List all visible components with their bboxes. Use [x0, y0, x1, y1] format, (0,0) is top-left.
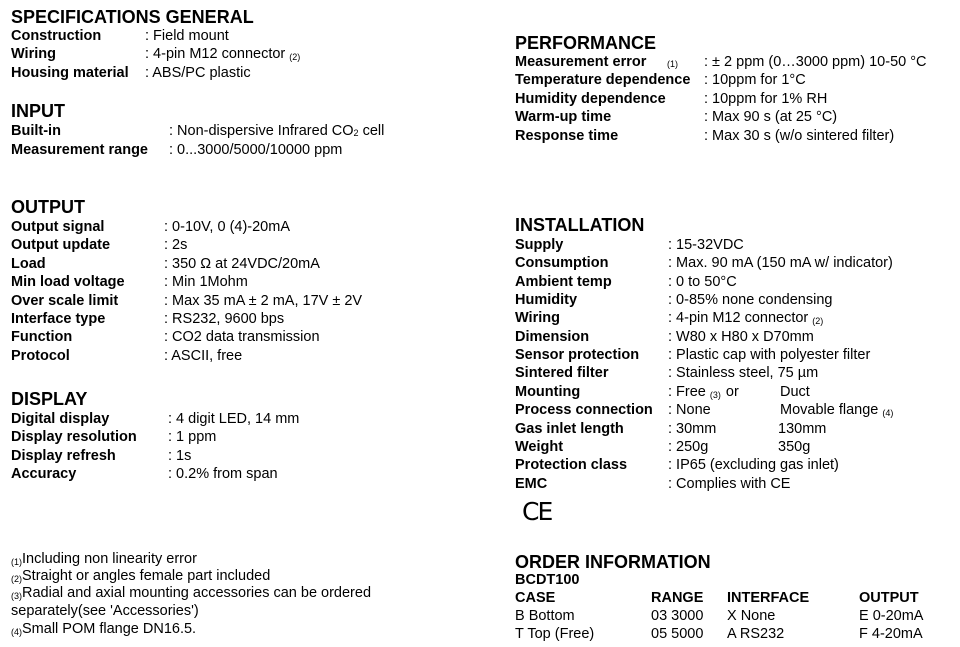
spec-label: Wiring: [515, 310, 560, 327]
spec-label: Dimension: [515, 328, 590, 345]
spec-value: [668, 420, 716, 438]
spec-row: [515, 236, 955, 254]
spec-label: Built-in: [11, 123, 61, 139]
section-title-order: ORDER INFORMATION: [515, 552, 711, 572]
spec-value-alt: [778, 438, 810, 456]
spec-label: Output signal: [11, 219, 105, 235]
section-title-display: DISPLAY: [11, 389, 88, 409]
footnote: (4)Small POM flange DN16.5.: [11, 621, 197, 637]
spec-value: [168, 410, 299, 428]
spec-value: [168, 428, 216, 446]
spec-value-text: 350g: [778, 438, 811, 455]
spec-value-text: : Min 1Mohm: [164, 274, 248, 291]
spec-row: [11, 310, 491, 328]
spec-value: [668, 364, 818, 382]
section-title-installation: INSTALLATION: [515, 215, 645, 235]
spec-value: [668, 309, 824, 328]
spec-label: Protection class: [515, 457, 628, 474]
spec-label: Interface type: [11, 311, 106, 327]
spec-row: [515, 309, 955, 327]
spec-row: [515, 254, 955, 272]
spec-row: [11, 428, 491, 446]
spec-row: [515, 90, 955, 108]
spec-label: Consumption: [515, 255, 609, 272]
spec-label: Mounting: [515, 383, 581, 400]
spec-value-text: or: [721, 383, 739, 400]
spec-value: [704, 127, 894, 145]
spec-row: [11, 218, 491, 236]
spec-label: Measurement range: [11, 142, 148, 158]
footnote-ref: (2): [812, 316, 824, 327]
spec-label: Load: [11, 255, 46, 272]
spec-label: Sintered filter: [515, 365, 609, 382]
spec-value: [668, 438, 708, 456]
spec-value: [704, 53, 927, 71]
spec-row: [11, 292, 491, 310]
spec-label: Function: [11, 329, 73, 346]
spec-value-text: : Complies with CE: [668, 475, 791, 492]
spec-value-text: : 10ppm for 1°C: [704, 72, 806, 89]
spec-row: [11, 447, 491, 465]
spec-row: [11, 236, 491, 254]
spec-value: [164, 310, 284, 328]
spec-value-text: : 0-10V, 0 (4)-20mA: [164, 219, 290, 235]
spec-label: Humidity dependence: [515, 90, 666, 107]
spec-label: Gas inlet length: [515, 420, 624, 437]
spec-value: [704, 71, 806, 89]
spec-row: [11, 64, 491, 82]
spec-value-text: : Free: [668, 383, 706, 400]
spec-value: [704, 108, 837, 126]
spec-value: [668, 456, 839, 474]
spec-label: Supply: [515, 237, 564, 253]
spec-value: [164, 292, 362, 310]
spec-label: Response time: [515, 127, 619, 144]
spec-row: [11, 273, 491, 291]
spec-value-text: : W80 x H80 x D70mm: [668, 328, 814, 345]
spec-value: [704, 90, 827, 108]
spec-label: Housing material: [11, 65, 129, 81]
order-cell: F 4-20mA: [859, 626, 923, 642]
spec-value-text: : Max 35 mA ± 2 mA, 17V ± 2V: [164, 292, 363, 309]
spec-row: [515, 53, 955, 71]
spec-row: [515, 401, 955, 419]
spec-label: Ambient temp: [515, 273, 612, 290]
spec-value: [668, 273, 737, 291]
spec-row: [515, 364, 955, 382]
spec-value: : 4-pin M12 connector: [145, 46, 286, 62]
spec-label: EMC: [515, 475, 548, 492]
footnote-ref: (4): [882, 408, 894, 419]
spec-value: [668, 401, 711, 419]
spec-label: Digital display: [11, 411, 110, 427]
order-cell: X None: [727, 608, 776, 624]
spec-value-text: : 30mm: [668, 420, 717, 437]
spec-value: [668, 291, 832, 309]
footnote-ref: (2): [289, 52, 301, 62]
spec-row: [11, 141, 491, 159]
spec-value-text: : Stainless steel, 75 µm: [668, 365, 819, 382]
spec-row: [515, 438, 955, 456]
order-cell: E 0-20mA: [859, 608, 924, 624]
footnote: (2)Straight or angles female part included: [11, 568, 271, 584]
spec-value-text: : 350 Ω at 24VDC/20mA: [164, 255, 320, 272]
spec-value-text: : IP65 (excluding gas inlet): [668, 457, 839, 474]
spec-value-text: : ASCII, free: [164, 347, 243, 364]
order-column-header: OUTPUT: [859, 590, 919, 606]
spec-label: Over scale limit: [11, 292, 119, 309]
spec-value-text: : Max. 90 mA (150 mA w/ indicator): [668, 255, 893, 272]
spec-value: [164, 255, 320, 273]
spec-label: Sensor protection: [515, 347, 640, 364]
footnote-ref: (1): [667, 59, 678, 69]
spec-value-text: : 4 digit LED, 14 mm: [168, 411, 300, 427]
spec-label: Weight: [515, 438, 564, 455]
spec-row: [11, 328, 491, 346]
spec-value-text: : 15-32VDC: [668, 237, 744, 253]
spec-value-text: : CO2 data transmission: [164, 329, 320, 346]
section-title-input: INPUT: [11, 101, 65, 121]
spec-row: [11, 465, 491, 483]
spec-row: [515, 71, 955, 89]
spec-row: [515, 291, 955, 309]
spec-value-text: : RS232, 9600 bps: [164, 311, 285, 327]
spec-value-alt: [778, 420, 826, 438]
spec-value-text: : 10ppm for 1% RH: [704, 90, 828, 107]
spec-value-text: 130mm: [778, 420, 827, 437]
spec-row: [11, 122, 491, 140]
spec-value: [164, 236, 187, 254]
spec-label: Accuracy: [11, 466, 77, 483]
footnote: (3)Radial and axial mounting accessories can be ordered: [11, 585, 372, 601]
spec-value-text: : 0.2% from span: [168, 466, 278, 483]
spec-label: Process connection: [515, 402, 653, 419]
spec-value: [164, 347, 242, 365]
spec-value-text: : 1s: [168, 447, 192, 464]
order-column-header: CASE: [515, 590, 556, 606]
spec-label: Temperature dependence: [515, 72, 691, 89]
spec-value-text: : 250g: [668, 438, 709, 455]
spec-value: [668, 236, 744, 254]
spec-value: [168, 447, 191, 465]
spec-value: [668, 383, 739, 402]
footnote-ref: (3): [709, 389, 721, 400]
spec-row: [11, 347, 491, 365]
ce-mark-icon: CE: [522, 497, 552, 526]
spec-value: : Field mount: [145, 28, 229, 44]
spec-value: : Non-dispersive Infrared $CO_2$ cell: [169, 123, 385, 139]
spec-value: [164, 273, 248, 291]
spec-value-text: Movable flange: [780, 402, 879, 419]
spec-row: [11, 255, 491, 273]
spec-label: Measurement error: [515, 54, 647, 70]
section-title-general: SPECIFICATIONS GENERAL: [11, 7, 254, 27]
spec-label: Min load voltage: [11, 274, 125, 291]
order-cell: A RS232: [727, 626, 785, 642]
spec-label: Protocol: [11, 347, 70, 364]
spec-value-text: : 0-85% none condensing: [668, 292, 833, 309]
spec-value: : ABS/PC plastic: [145, 65, 251, 81]
spec-row: [11, 27, 491, 45]
spec-row: [11, 410, 491, 428]
spec-value: [164, 218, 290, 236]
spec-row: [515, 346, 955, 364]
spec-label: Display resolution: [11, 429, 137, 446]
spec-label: Construction: [11, 28, 102, 44]
spec-value: [668, 328, 814, 346]
order-column-header: RANGE: [651, 590, 704, 606]
spec-row: [515, 456, 955, 474]
spec-label: Display refresh: [11, 447, 116, 464]
order-model: BCDT100: [515, 572, 580, 588]
spec-value: : 0...3000/5000/10000 ppm: [169, 142, 343, 158]
spec-row: [515, 383, 955, 401]
order-column-header: INTERFACE: [727, 590, 810, 606]
spec-value-alt: [780, 383, 810, 401]
spec-row: [515, 127, 955, 145]
footnote: separately(see 'Accessories'): [11, 603, 199, 619]
spec-value: [168, 465, 278, 483]
order-cell: 05 5000: [651, 626, 704, 642]
spec-value: [668, 346, 870, 364]
section-title-performance: PERFORMANCE: [515, 33, 657, 53]
spec-value-text: : Plastic cap with polyester filter: [668, 347, 871, 364]
spec-value: [668, 475, 790, 493]
spec-row: [515, 328, 955, 346]
spec-label: Wiring: [11, 46, 56, 62]
order-cell: B Bottom: [515, 608, 575, 624]
spec-value-text: : 0 to 50°C: [668, 273, 737, 290]
spec-value-text: : 4-pin M12 connector: [668, 310, 809, 327]
order-cell: 03 3000: [651, 608, 704, 624]
spec-value-text: : ± 2 ppm (0…3000 ppm) 10-50 °C: [704, 54, 927, 70]
spec-value-text: Duct: [780, 383, 810, 400]
spec-value: [164, 328, 320, 346]
spec-value-text: : 2s: [164, 237, 188, 254]
spec-value-alt: [780, 401, 894, 420]
spec-row: [515, 420, 955, 438]
spec-row: [515, 273, 955, 291]
section-title-output: OUTPUT: [11, 197, 85, 217]
spec-value-text: : Max 30 s (w/o sintered filter): [704, 127, 895, 144]
spec-label: Output update: [11, 237, 111, 254]
spec-label: Warm-up time: [515, 109, 612, 126]
spec-value-text: : None: [668, 402, 711, 419]
spec-row: [515, 108, 955, 126]
spec-value-text: : Max 90 s (at 25 °C): [704, 109, 838, 126]
spec-row: [515, 475, 955, 493]
order-cell: T Top (Free): [515, 626, 595, 642]
spec-row: [11, 45, 491, 63]
spec-label: Humidity: [515, 292, 578, 309]
footnote: (1)Including non linearity error: [11, 551, 197, 567]
spec-value-text: : 1 ppm: [168, 429, 217, 446]
spec-value: [668, 254, 893, 272]
